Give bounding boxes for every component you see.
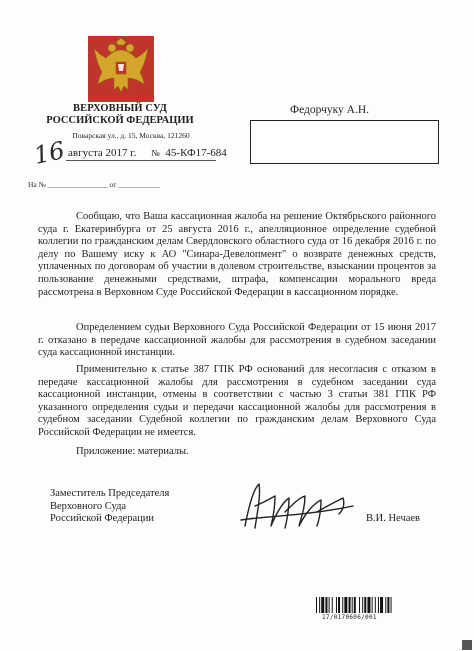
signatory-name: В.И. Нечаев	[366, 513, 421, 524]
case-number: 45-КФ17-684	[165, 147, 227, 159]
number-prefix: №	[151, 148, 160, 158]
date-underline	[66, 160, 216, 161]
barcode	[316, 597, 434, 613]
court-address: Поварская ул., д. 15, Москва, 121260	[72, 131, 190, 140]
position-line1: Заместитель Председателя	[50, 488, 170, 499]
letter-date: августа 2017 г.	[68, 147, 137, 159]
handwritten-day: 16	[31, 136, 68, 170]
paragraph-3: Применительно к статье 387 ГПК РФ оснований для несогласия с отказом в передаче кассационной жалобы для рассмотрения в судебном заседании суда кассационной инстанции, отмены в соответствии с частью 3 статьи 381 ГПК РФ указанного определения судьи и передачи кассационной жалобы для рассмотрения в судебном заседании Судебной коллегии по гражданским делам Верховного Суда Российской Федерации не имеется.	[38, 364, 436, 438]
court-name-line1: ВЕРХОВНЫЙ СУД	[73, 103, 167, 114]
reference-line: На № ________________ от ___________	[28, 180, 160, 189]
barcode-number: 17/0170606/001	[322, 614, 377, 621]
date-number-line	[68, 147, 227, 159]
coat-of-arms-emblem	[88, 36, 154, 102]
scan-corner-mark	[462, 640, 472, 650]
redacted-address-box	[250, 120, 439, 164]
court-name-line2: РОССИЙСКОЙ ФЕДЕРАЦИИ	[46, 115, 194, 126]
attachment-note: Приложение: материалы.	[76, 446, 189, 457]
position-line3: Российской Федерации	[50, 513, 154, 525]
handwritten-signature	[235, 476, 360, 534]
recipient-name: Федорчуку А.Н.	[290, 104, 370, 116]
paragraph-2: Определением судьи Верховного Суда Российской Федерации от 15 июня 2017 г. отказано в передаче кассационной жалобы для рассмотрения в судебном заседании суда кассационной инстанции.	[38, 322, 436, 359]
position-line2: Верховного Суда	[50, 500, 127, 512]
signatory-position	[50, 488, 169, 526]
paragraph-1: Сообщаю, что Ваша кассационная жалоба на решение Октябрьского районного суда г. Екатеринбурга от 25 августа 2016 г., апелляционное определение судебной коллегии по гражданским делам Свердловского областного суда от 16 декабря 2016 г. по делу по Вашему иску к АО "Синара-Девелопмент" о возврате денежных средств, уплаченных по договорам об участии в долевом строительстве, взыскании процентов за пользование денежными средствами, штрафа, компенсации морального вреда рассмотрена в Верховном Суде Российской Федерации в кассационном порядке.	[38, 211, 436, 298]
